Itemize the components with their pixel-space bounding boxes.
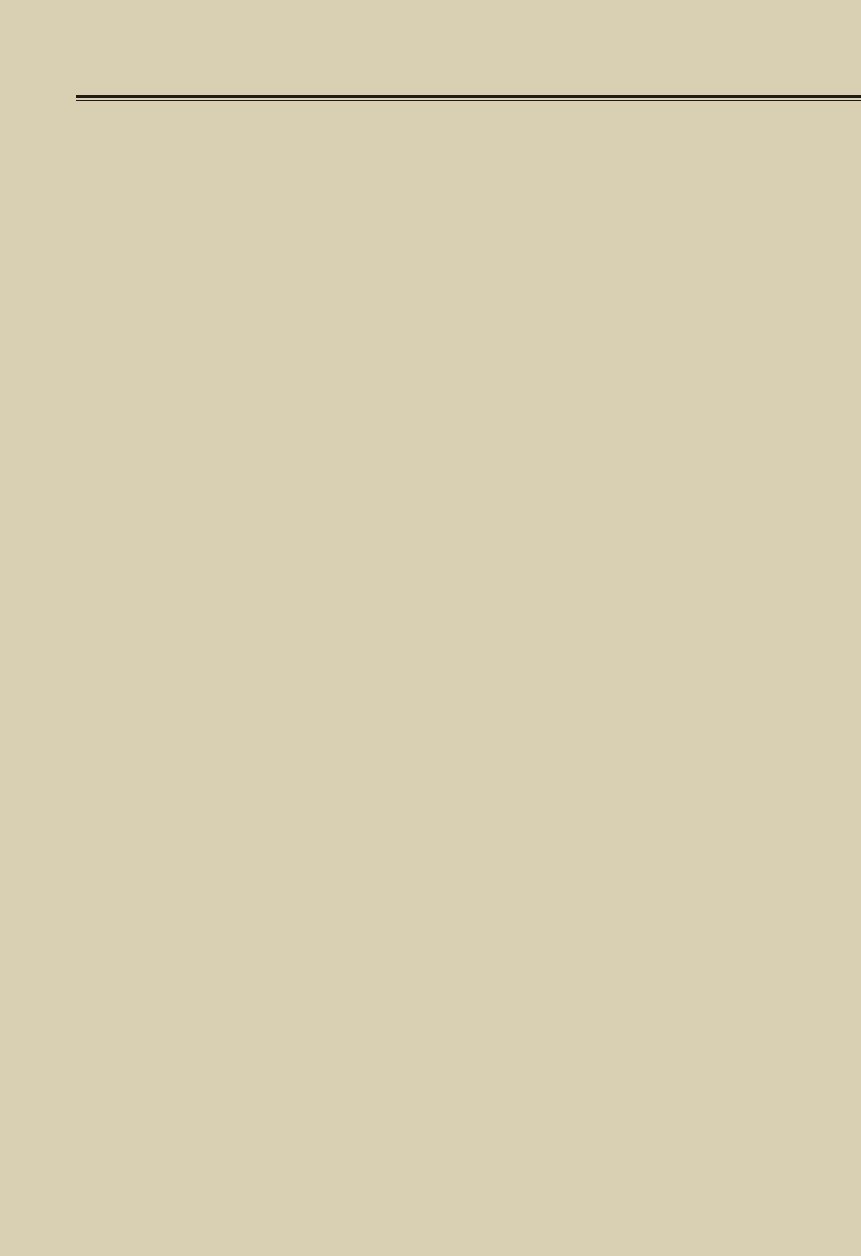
- top-rule-thin: [76, 100, 861, 101]
- top-rule: [76, 95, 861, 98]
